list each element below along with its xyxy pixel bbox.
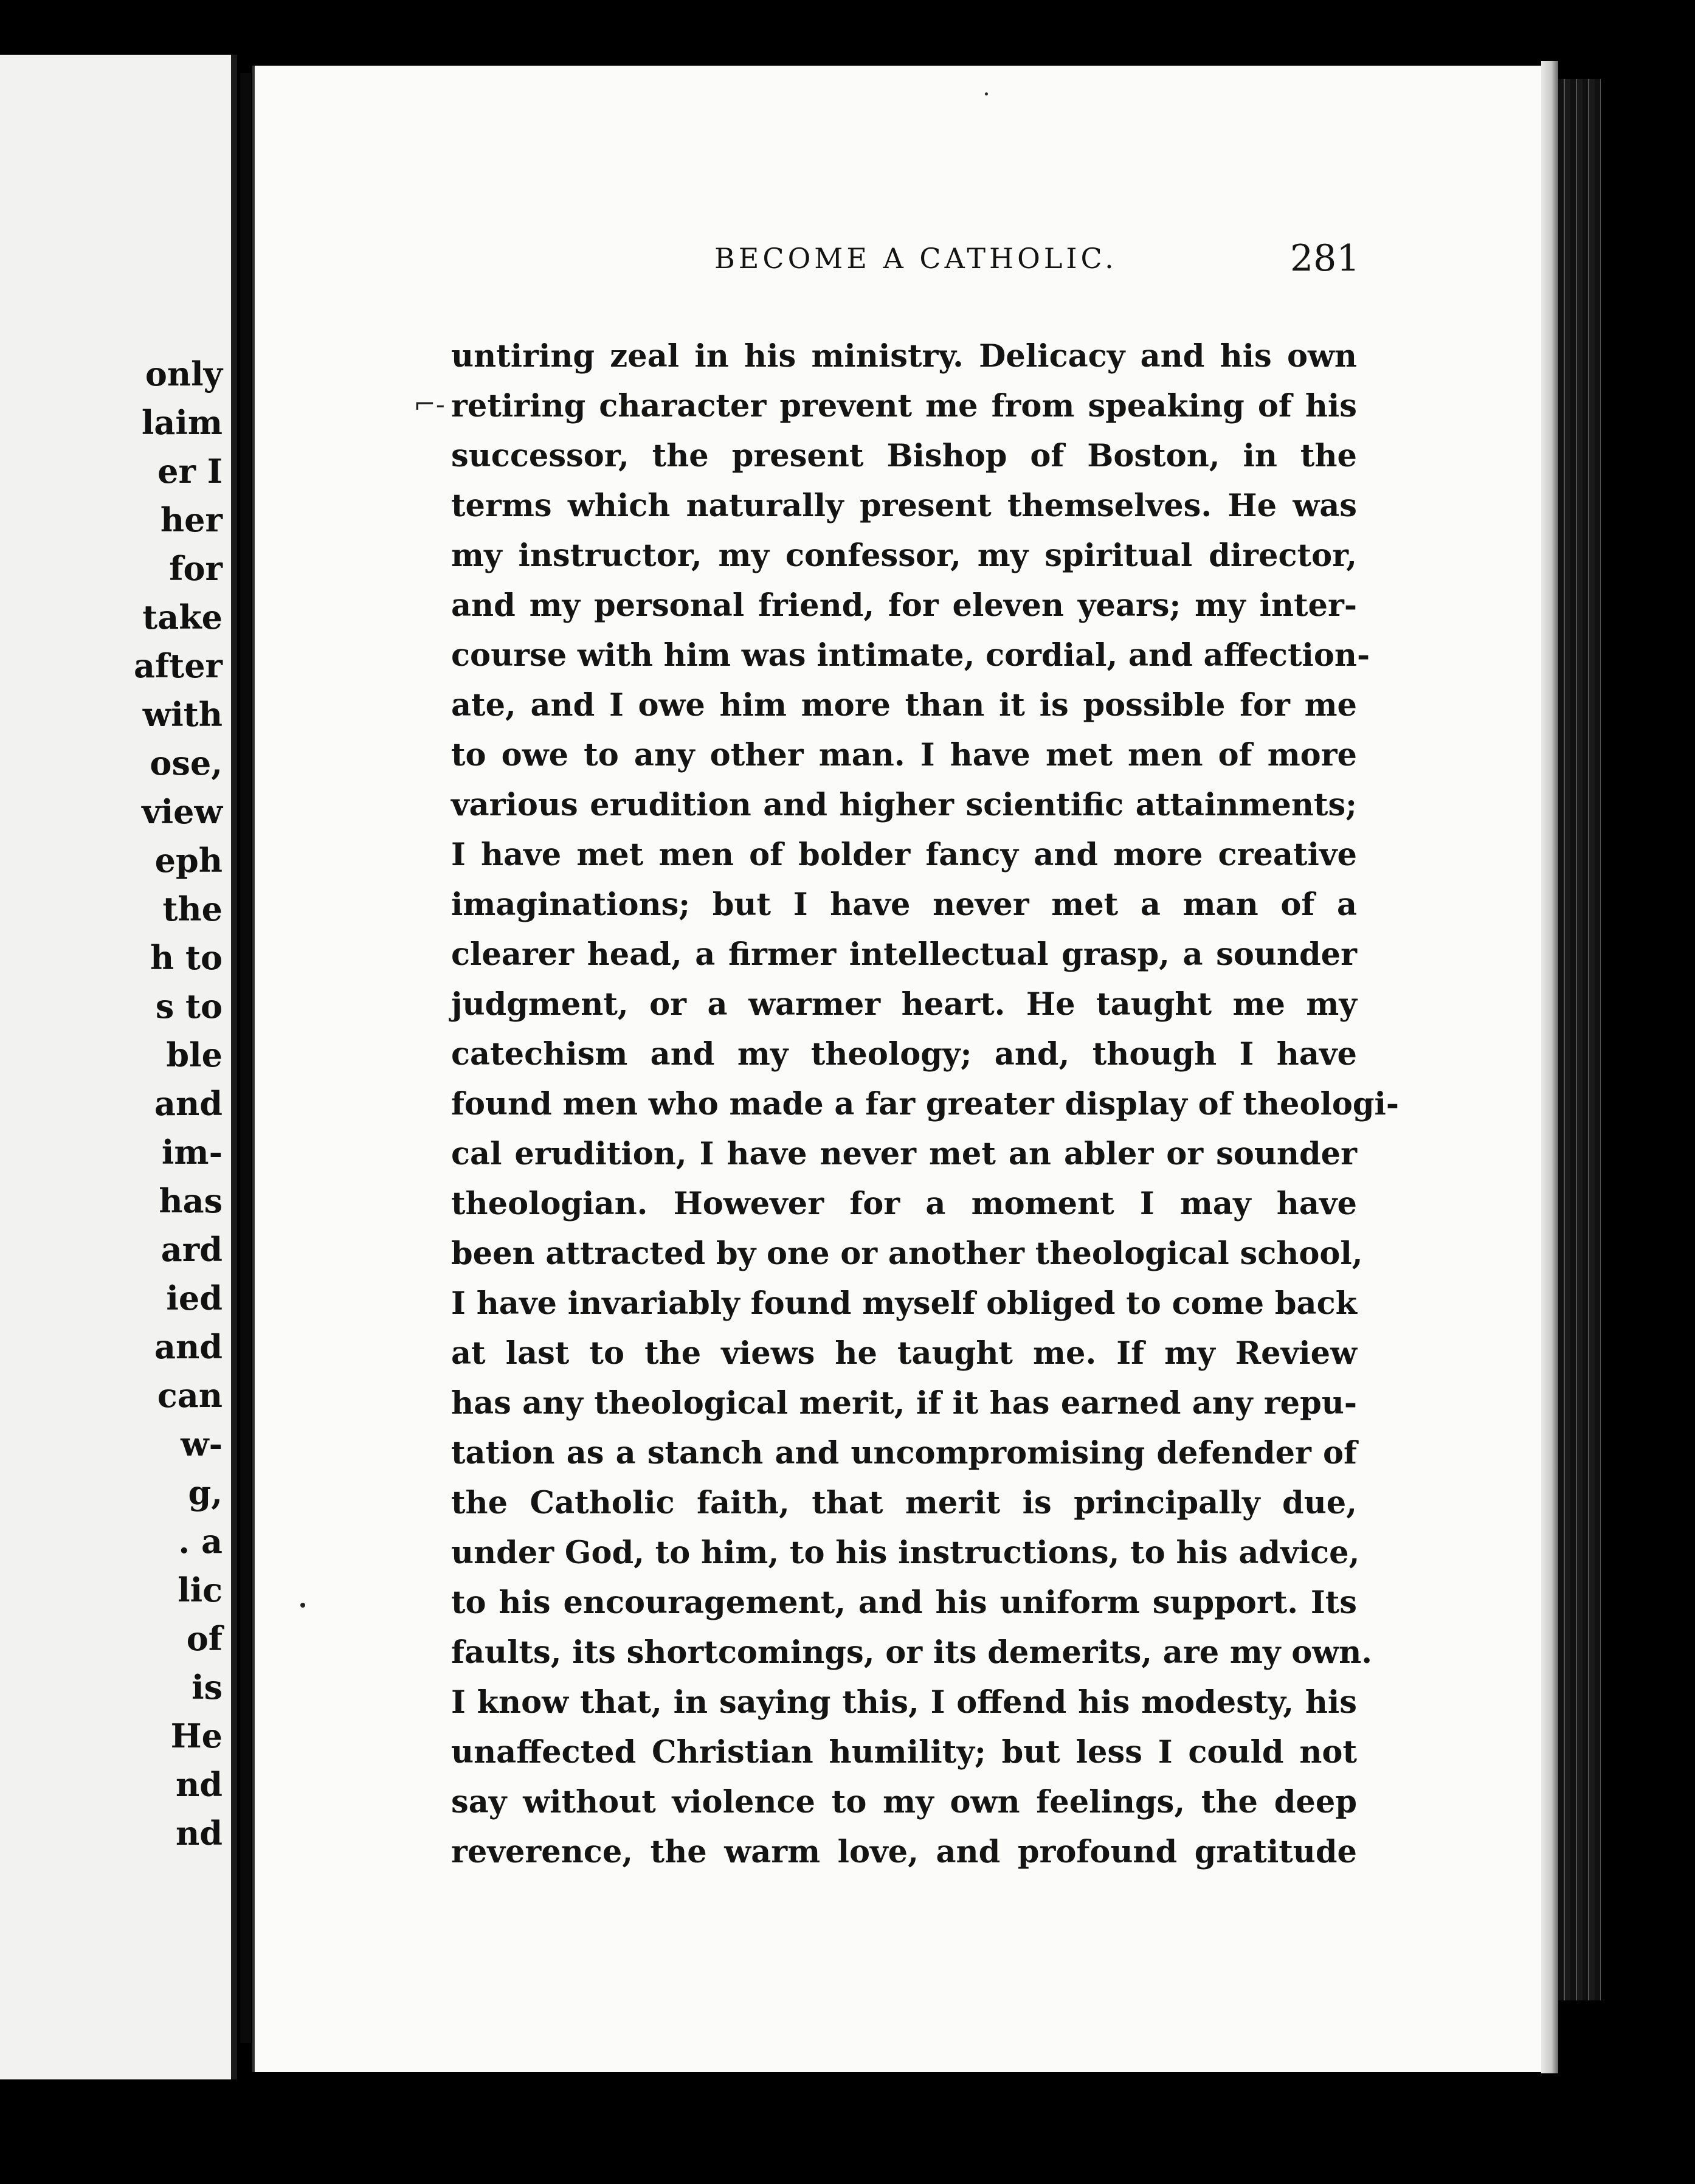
text-line: retiring character prevent me from speaking of his (451, 388, 1357, 424)
text-line: unaffected Christian humility; but less I could not (451, 1734, 1357, 1771)
text-line: under God, to him, to his instructions, to his advice, (451, 1535, 1360, 1571)
text-line: faults, its shortcomings, or its demerits, are my own. (451, 1634, 1373, 1671)
left-page-line: only (145, 354, 223, 393)
text-line: the Catholic faith, that merit is principally due, (451, 1485, 1357, 1521)
text-line: tation as a stanch and uncompromising defender of (451, 1435, 1357, 1471)
left-page-line: ied (166, 1279, 223, 1318)
text-line: clearer head, a firmer intellectual grasp, a sounder (451, 936, 1357, 973)
left-page-line: ose, (150, 744, 223, 783)
text-line: catechism and my theology; and, though I have (451, 1036, 1357, 1073)
left-page-line: with (142, 695, 223, 734)
page-edge (1541, 61, 1558, 2073)
text-line: reverence, the warm love, and profound gratitude (451, 1834, 1357, 1870)
text-line: I know that, in saying this, I offend his modesty, his (451, 1684, 1357, 1721)
left-page-line: w- (181, 1425, 223, 1463)
left-page-line: nd (175, 1765, 223, 1804)
left-page-line: laim (141, 403, 223, 442)
left-page-line: . a (178, 1522, 223, 1561)
text-line: imaginations; but I have never met a man of a (451, 886, 1357, 923)
left-page-line: take (142, 598, 223, 637)
text-line: my instructor, my confessor, my spiritual director, (451, 537, 1357, 574)
text-line: I have met men of bolder fancy and more creative (451, 837, 1357, 873)
text-line: found men who made a far greater display of theologi- (451, 1086, 1400, 1122)
left-page-line: eph (154, 841, 223, 880)
left-page-line: has (159, 1181, 223, 1220)
text-line: ate, and I owe him more than it is possible for me (451, 687, 1357, 724)
text-line: untiring zeal in his ministry. Delicacy and his own (451, 338, 1357, 375)
left-page-line: and (154, 1327, 223, 1366)
text-line: course with him was intimate, cordial, and affection- (451, 637, 1370, 674)
left-page-line: g, (188, 1473, 223, 1512)
left-page-line: lic (178, 1571, 223, 1609)
text-line: has any theological merit, if it has earned any repu- (451, 1385, 1357, 1422)
left-facing-page (0, 55, 237, 2079)
left-page-line: nd (175, 1814, 223, 1853)
text-line: to his encouragement, and his uniform support. Its (451, 1584, 1357, 1621)
text-line: and my personal friend, for eleven years; my inter- (451, 587, 1357, 624)
text-line: terms which naturally present themselves. He was (451, 488, 1357, 524)
text-line: cal erudition, I have never met an abler or sounder (451, 1136, 1357, 1172)
left-page-line: ard (161, 1230, 223, 1269)
text-line: successor, the present Bishop of Boston, in the (451, 438, 1357, 474)
text-line: judgment, or a warmer heart. He taught me my (451, 986, 1357, 1023)
left-page-line: the (162, 890, 223, 928)
text-line: various erudition and higher scientific attainments; (451, 787, 1357, 823)
left-page-line: view (142, 792, 223, 831)
text-line: I have invariably found myself obliged to come back (451, 1285, 1357, 1322)
text-line: been attracted by one or another theological school, (451, 1235, 1363, 1272)
book-gutter (240, 73, 251, 2043)
left-page-line: im- (161, 1133, 223, 1172)
left-page-line: s to (155, 987, 223, 1026)
margin-mark: ⌐- (413, 389, 445, 420)
left-page-line: for (169, 549, 223, 588)
left-page-line: h to (150, 938, 223, 977)
running-head: BECOME A CATHOLIC. (714, 242, 1117, 275)
left-page-line: of (186, 1619, 223, 1658)
left-page-line: is (192, 1668, 223, 1707)
left-page-line: can (157, 1376, 223, 1415)
page-number: 281 (1290, 237, 1360, 280)
scan-speck (300, 1603, 305, 1608)
left-page-line: her (160, 500, 223, 539)
left-page-line: and (154, 1084, 223, 1123)
left-page-line: after (134, 646, 223, 685)
scan-speck (985, 92, 988, 95)
text-line: theologian. However for a moment I may have (451, 1186, 1357, 1222)
left-page-line: He (170, 1716, 223, 1755)
left-page-line: er I (157, 452, 223, 491)
text-line: to owe to any other man. I have met men of more (451, 737, 1357, 773)
text-line: at last to the views he taught me. If my Review (451, 1335, 1357, 1372)
page-stack-edge (1558, 79, 1601, 2000)
text-line: say without violence to my own feelings, the deep (451, 1784, 1357, 1820)
left-page-line: ble (166, 1035, 223, 1074)
